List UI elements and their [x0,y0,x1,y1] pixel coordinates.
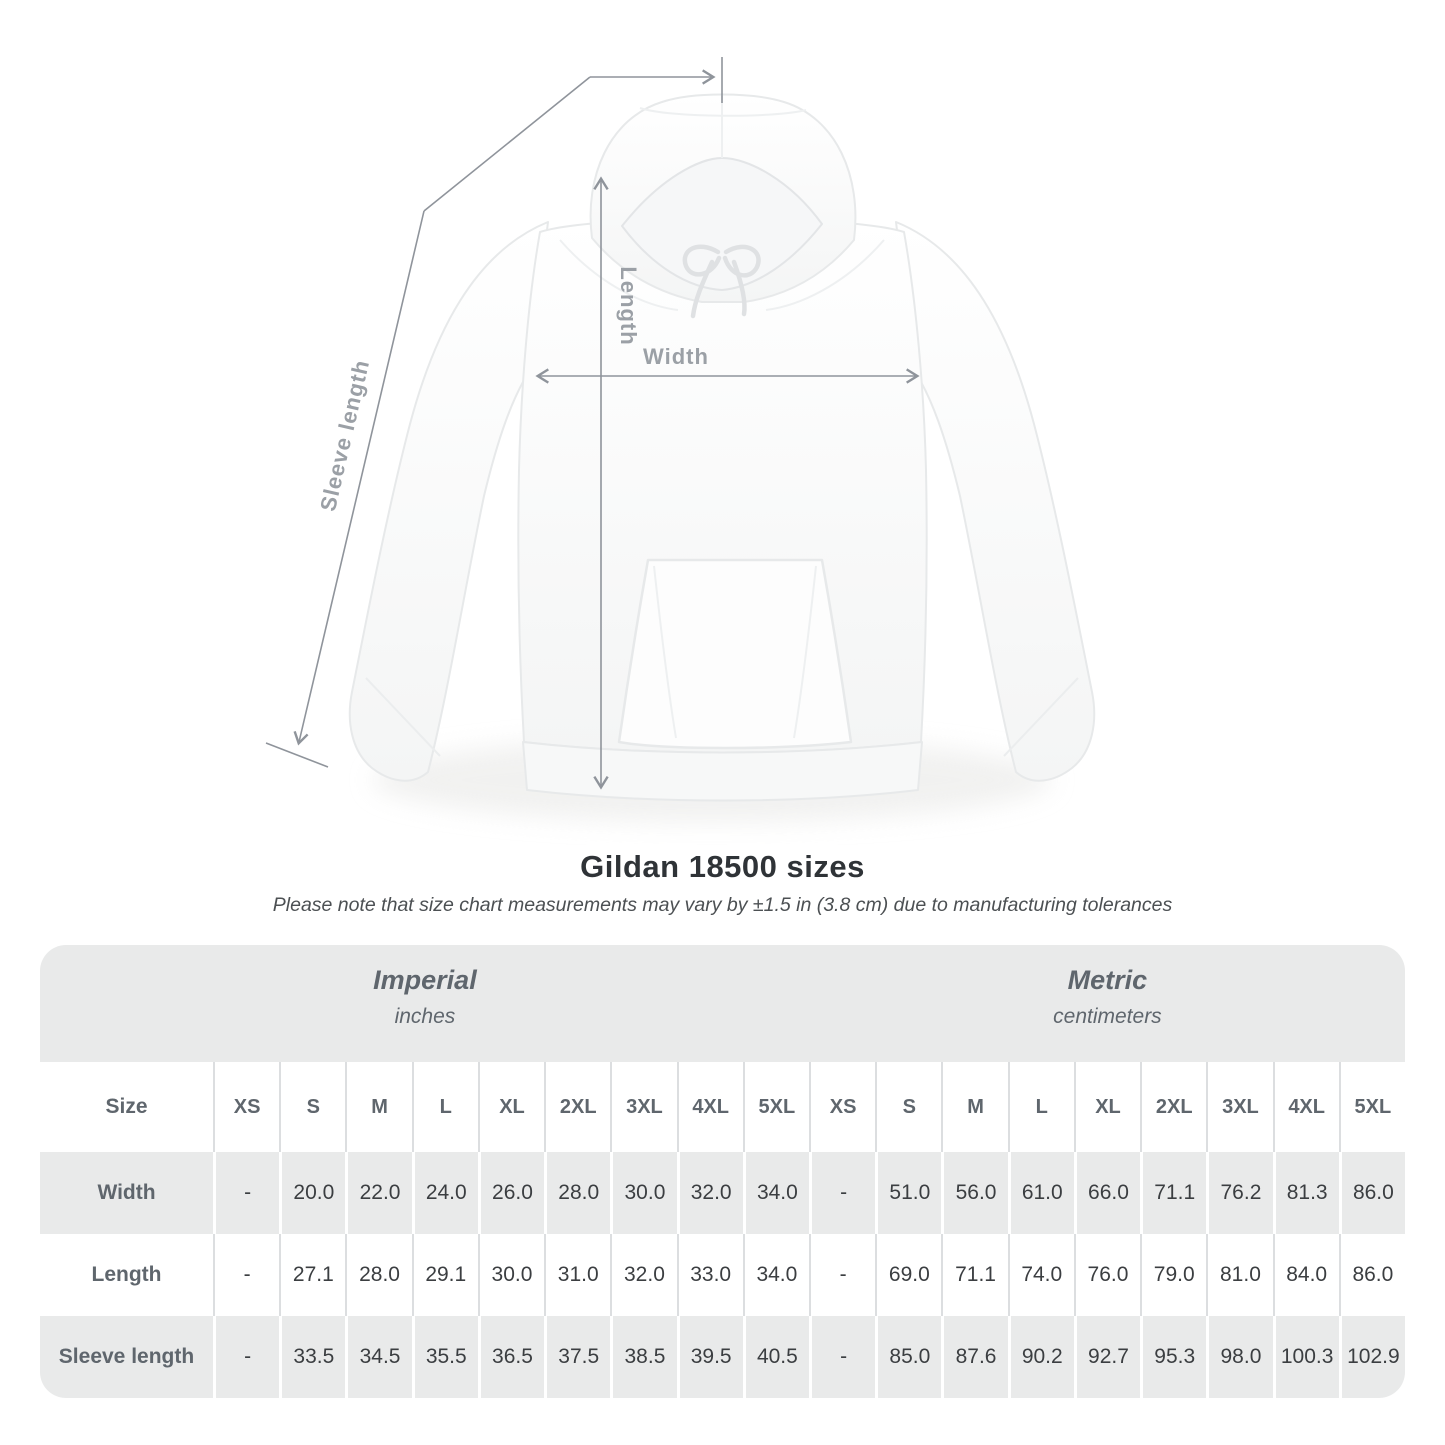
measurement-value-metric: 90.2 [1008,1316,1074,1398]
measurement-value-imperial: 38.5 [610,1316,676,1398]
size-table [40,945,1405,1398]
measurement-value-metric: 76.2 [1206,1152,1272,1234]
metric-label: Metric [1067,965,1148,995]
size-col-header-metric: 4XL [1273,1062,1339,1152]
measurement-value-imperial: 27.1 [279,1234,345,1316]
unit-group-band [40,945,1405,1062]
measurement-value-imperial: 34.0 [743,1152,809,1234]
sleeve-length-label: Sleeve length [315,357,375,514]
length-label: Length [616,266,641,346]
measurement-value-metric: 71.1 [1140,1152,1206,1234]
measurement-row-label: Length [91,1263,162,1286]
size-col-header-imperial: 4XL [677,1062,743,1152]
measurement-value-imperial: 32.0 [677,1152,743,1234]
measurement-row [40,1152,1405,1234]
measurement-row-label: Width [97,1181,156,1204]
measurement-value-metric: 102.9 [1339,1316,1405,1398]
measurement-value-imperial: 31.0 [544,1234,610,1316]
measurement-value-metric: 86.0 [1339,1234,1405,1316]
measurement-value-metric: 95.3 [1140,1316,1206,1398]
measurement-value-metric: 51.0 [875,1152,941,1234]
measurement-value-metric: 71.1 [941,1234,1007,1316]
measurement-value-metric: 81.3 [1273,1152,1339,1234]
measurement-value-imperial: 37.5 [544,1316,610,1398]
measurement-value-metric: 84.0 [1273,1234,1339,1316]
measurement-value-imperial: 40.5 [743,1316,809,1398]
measurement-value-imperial: 29.1 [412,1234,478,1316]
size-col-header-imperial: L [412,1062,478,1152]
measurement-value-metric: 92.7 [1074,1316,1140,1398]
measurement-value-imperial: 35.5 [412,1316,478,1398]
measurement-value-imperial: 28.0 [345,1234,411,1316]
measurement-value-imperial: 36.5 [478,1316,544,1398]
size-col-header-metric: M [941,1062,1007,1152]
measurement-value-imperial: 32.0 [610,1234,676,1316]
measurement-value-metric: 85.0 [875,1316,941,1398]
page-title: Gildan 18500 sizes [580,849,865,884]
sleeve-diagonal-1 [424,77,590,211]
measurement-value-metric: 79.0 [1140,1234,1206,1316]
measurement-value-metric: - [809,1152,875,1234]
measurement-value-imperial: 30.0 [610,1152,676,1234]
size-col-header-imperial: 3XL [610,1062,676,1152]
metric-group-header [1053,965,1162,1029]
measurement-value-imperial: 34.0 [743,1234,809,1316]
size-col-header-metric: L [1008,1062,1074,1152]
size-header-row [40,1062,1405,1152]
measurement-row [40,1316,1405,1398]
size-col-header-imperial: XS [213,1062,279,1152]
measurement-value-imperial: - [213,1152,279,1234]
measurement-row-label: Sleeve length [58,1345,195,1368]
measurement-value-metric: 69.0 [875,1234,941,1316]
hoodie-garment [350,95,1094,801]
measurement-value-metric: - [809,1234,875,1316]
measurement-value-metric: 100.3 [1273,1316,1339,1398]
measurement-value-imperial: 24.0 [412,1152,478,1234]
measurement-value-metric: 56.0 [941,1152,1007,1234]
tolerance-note: Please note that size chart measurements may vary by ±1.5 in (3.8 cm) due to manufacturing tolerances [272,894,1173,916]
imperial-label: Imperial [373,965,477,995]
measurement-value-imperial: 30.0 [478,1234,544,1316]
measurement-value-imperial: 20.0 [279,1152,345,1234]
sleeve-bottom-tick [266,743,328,767]
size-col-header-metric: S [875,1062,941,1152]
measurement-value-imperial: 33.5 [279,1316,345,1398]
measurement-value-imperial: 33.0 [677,1234,743,1316]
imperial-group-header [373,965,477,1029]
measurement-value-imperial: - [213,1316,279,1398]
measurement-value-imperial: 34.5 [345,1316,411,1398]
measurement-value-metric: - [809,1316,875,1398]
size-col-header-metric: XL [1074,1062,1140,1152]
measurement-value-imperial: 22.0 [345,1152,411,1234]
size-col-header-imperial: S [279,1062,345,1152]
width-label: Width [643,344,709,369]
measurement-value-imperial: - [213,1234,279,1316]
size-col-header-metric: 3XL [1206,1062,1272,1152]
measurement-value-imperial: 26.0 [478,1152,544,1234]
size-col-header-metric: XS [809,1062,875,1152]
size-table-body [40,1062,1405,1398]
size-col-header-imperial: M [345,1062,411,1152]
size-header-label: Size [105,1095,148,1118]
measurement-value-imperial: 39.5 [677,1316,743,1398]
size-col-header-imperial: XL [478,1062,544,1152]
measurement-value-metric: 86.0 [1339,1152,1405,1234]
measurement-row [40,1234,1405,1316]
measurement-value-metric: 76.0 [1074,1234,1140,1316]
measurement-value-metric: 61.0 [1008,1152,1074,1234]
measurement-value-metric: 87.6 [941,1316,1007,1398]
measurement-value-imperial: 28.0 [544,1152,610,1234]
size-col-header-metric: 2XL [1140,1062,1206,1152]
size-col-header-metric: 5XL [1339,1062,1405,1152]
imperial-unit: inches [394,1005,456,1028]
size-col-header-imperial: 2XL [544,1062,610,1152]
metric-unit: centimeters [1053,1005,1162,1028]
measurement-value-metric: 98.0 [1206,1316,1272,1398]
size-col-header-imperial: 5XL [743,1062,809,1152]
measurement-value-metric: 81.0 [1206,1234,1272,1316]
hoodie-pocket [619,560,851,748]
measurement-value-metric: 74.0 [1008,1234,1074,1316]
measurement-value-metric: 66.0 [1074,1152,1140,1234]
